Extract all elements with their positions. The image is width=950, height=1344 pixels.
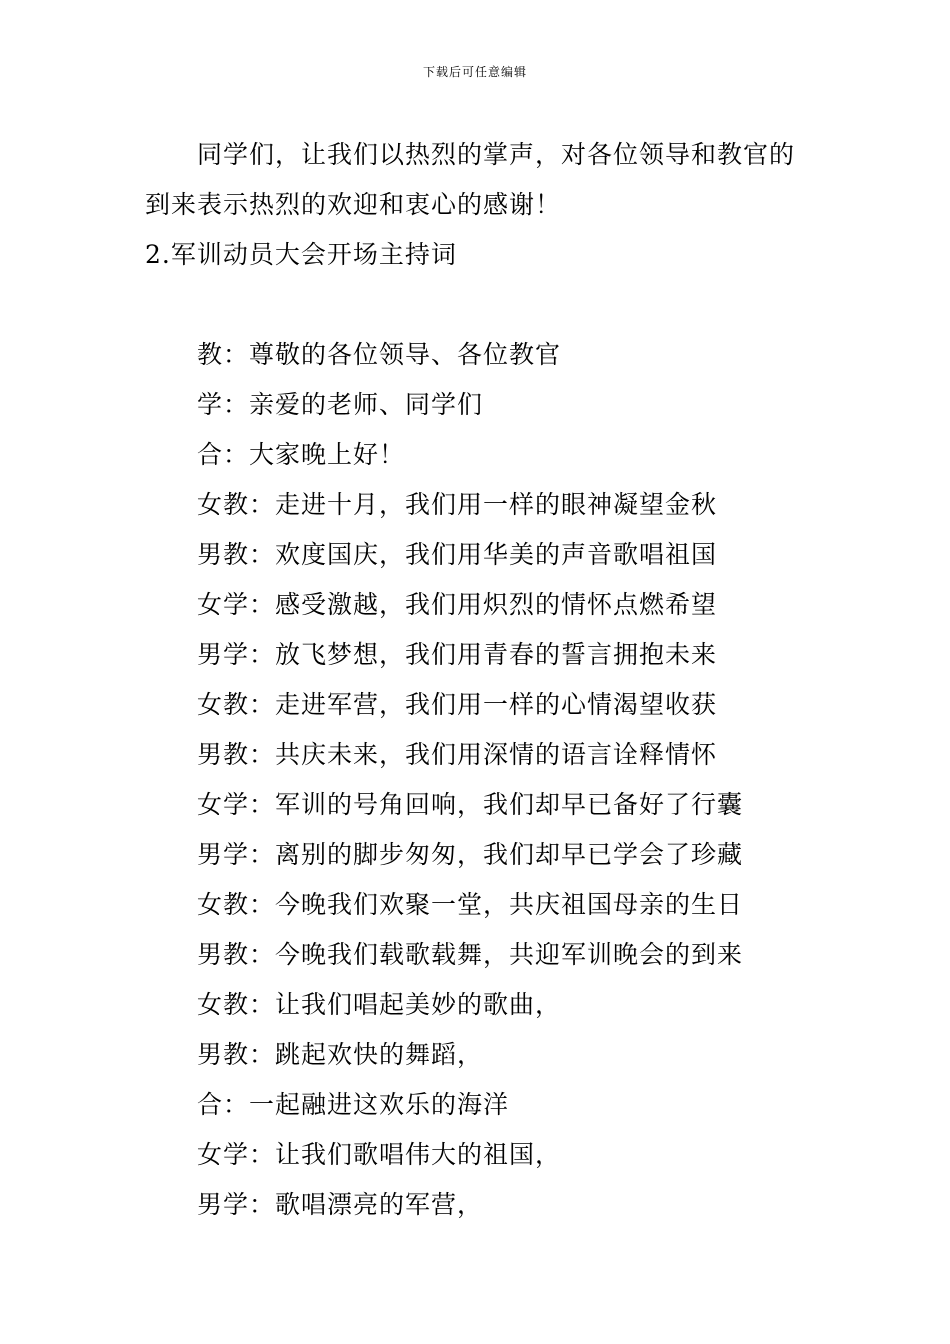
- dialogue-line: 女学：让我们歌唱伟大的祖国，: [197, 1140, 562, 1169]
- dialogue-line: 女教：走进十月，我们用一样的眼神凝望金秋: [197, 490, 718, 519]
- dialogue-line: 教：尊敬的各位领导、各位教官: [197, 340, 562, 369]
- dialogue-line: 男学：歌唱漂亮的军营，: [197, 1190, 484, 1219]
- dialogue-line: 女学：感受激越，我们用炽烈的情怀点燃希望: [197, 590, 718, 619]
- section-title: 2.军训动员大会开场主持词: [145, 240, 457, 269]
- dialogue-line: 男学：离别的脚步匆匆，我们却早已学会了珍藏: [197, 840, 744, 869]
- dialogue-line: 合：一起融进这欢乐的海洋: [197, 1090, 510, 1119]
- intro-paragraph-line: 同学们，让我们以热烈的掌声，对各位领导和教官的: [197, 140, 796, 169]
- dialogue-line: 男学：放飞梦想，我们用青春的誓言拥抱未来: [197, 640, 718, 669]
- dialogue-line: 女教：让我们唱起美妙的歌曲，: [197, 990, 562, 1019]
- page-header: 下载后可任意编辑: [422, 65, 527, 79]
- dialogue-line: 男教：今晚我们载歌载舞，共迎军训晚会的到来: [197, 940, 744, 969]
- dialogue-line: 女教：走进军营，我们用一样的心情渴望收获: [197, 690, 718, 719]
- dialogue-line: 学：亲爱的老师、同学们: [197, 390, 484, 419]
- dialogue-line: 合：大家晚上好！: [197, 440, 406, 469]
- dialogue-line: 男教：跳起欢快的舞蹈，: [197, 1040, 484, 1069]
- dialogue-line: 男教：共庆未来，我们用深情的语言诠释情怀: [197, 740, 718, 769]
- document-body: [145, 130, 815, 1230]
- dialogue-line: 女学：军训的号角回响，我们却早已备好了行囊: [197, 790, 744, 819]
- intro-paragraph-line: 到来表示热烈的欢迎和衷心的感谢！: [145, 190, 562, 219]
- blank-line: [145, 280, 815, 330]
- dialogue-line: 女教：今晚我们欢聚一堂，共庆祖国母亲的生日: [197, 890, 744, 919]
- dialogue-line: 男教：欢度国庆，我们用华美的声音歌唱祖国: [197, 540, 718, 569]
